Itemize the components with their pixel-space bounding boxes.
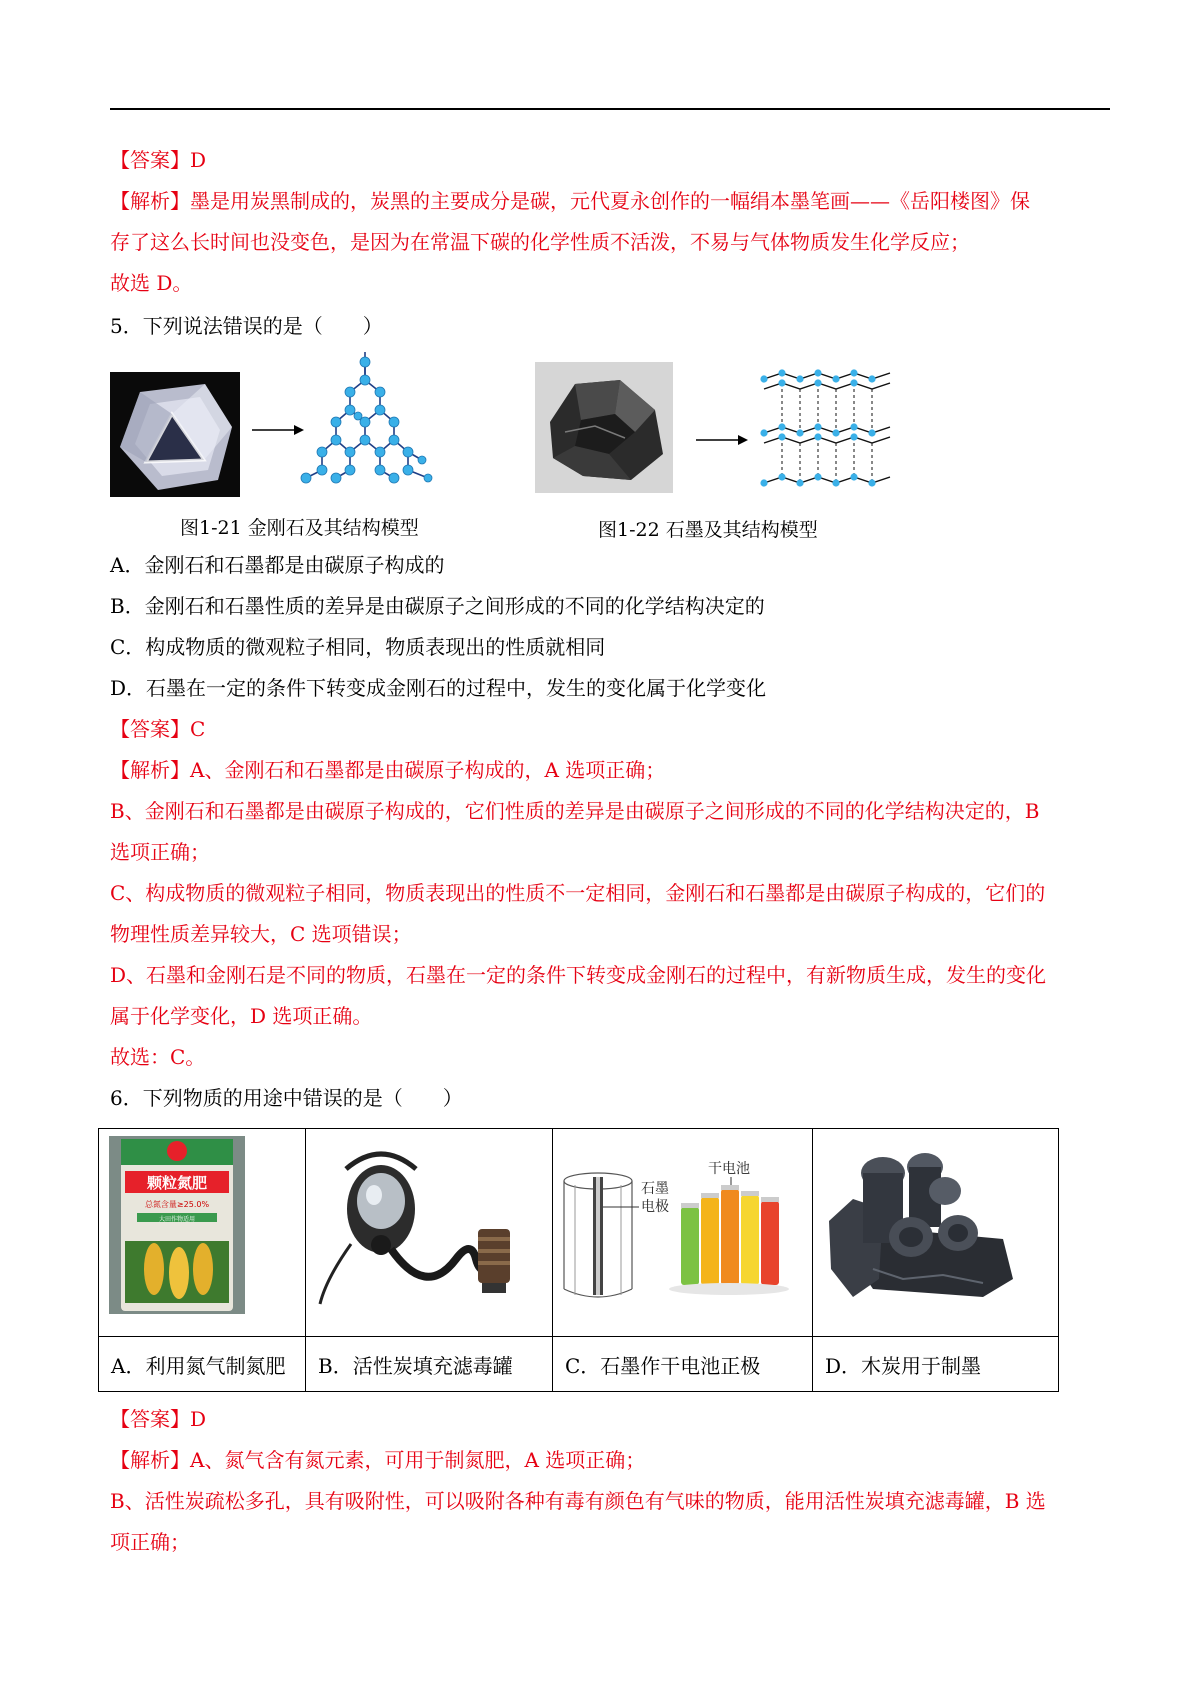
- fertilizer-bag-brand: 颗粒氮肥: [146, 1174, 208, 1192]
- q5-option-d: D．石墨在一定的条件下转变成金刚石的过程中，发生的变化属于化学变化: [110, 676, 767, 700]
- q5-stem: 5．下列说法错误的是（ ）: [110, 314, 383, 338]
- q6-option-c: C．石墨作干电池正极: [553, 1337, 813, 1392]
- q5-analysis-line-5: 物理性质差异较大，C 选项错误；: [110, 922, 412, 946]
- charcoal-cell: [813, 1129, 1059, 1337]
- fertilizer-bag-cell: [99, 1129, 306, 1337]
- graphite-photo: [535, 362, 673, 493]
- dry-cell-label: 干电池: [708, 1161, 750, 1177]
- q6-answer: 【答案】D: [110, 1407, 207, 1431]
- q5-conclusion: 故选：C。: [110, 1045, 206, 1069]
- fertilizer-bag-image: [99, 1129, 305, 1332]
- arrow-icon: [694, 430, 749, 450]
- fertilizer-bag-nitrogen-content: 总氮含量≥25.0%: [144, 1200, 210, 1209]
- q5-option-b: B．金刚石和石墨性质的差异是由碳原子之间形成的不同的化学结构决定的: [110, 594, 765, 618]
- q5-analysis-line-3: 选项正确；: [110, 840, 210, 864]
- diamond-structure-model: [292, 352, 452, 487]
- graphite-structure-model: [752, 365, 902, 500]
- charcoal-image: [813, 1129, 1058, 1332]
- graphite-electrode-label-2: 电极: [641, 1199, 669, 1215]
- q6-option-d: D．木炭用于制墨: [813, 1337, 1059, 1392]
- q6-options-table: [98, 1128, 1059, 1392]
- q5-option-c: C．构成物质的微观粒子相同，物质表现出的性质就相同: [110, 635, 606, 659]
- q6-analysis-line-2: B、活性炭疏松多孔，具有吸附性，可以吸附各种有毒有颜色有气味的物质，能用活性炭填充滤毒罐，B 选: [110, 1489, 1046, 1513]
- q6-option-a: A．利用氮气制氮肥: [99, 1337, 306, 1392]
- q4-conclusion: 故选 D。: [110, 271, 193, 295]
- graphite-electrode-label-1: 石墨: [641, 1181, 669, 1197]
- q6-option-b: B．活性炭填充滤毒罐: [306, 1337, 553, 1392]
- q5-answer: 【答案】C: [110, 717, 206, 741]
- q5-analysis-line-7: 属于化学变化，D 选项正确。: [110, 1004, 373, 1028]
- q6-analysis-line-1: 【解析】A、氮气含有氮元素，可用于制氮肥，A 选项正确；: [110, 1448, 646, 1472]
- diamond-photo: [110, 372, 240, 497]
- q4-analysis-line-1: 【解析】墨是用炭黑制成的，炭黑的主要成分是碳，元代夏永创作的一幅绢本墨笔画——《岳阳楼图》保: [110, 189, 1030, 213]
- q4-answer: 【答案】D: [110, 148, 207, 172]
- q5-analysis-line-1: 【解析】A、金刚石和石墨都是由碳原子构成的，A 选项正确；: [110, 758, 666, 782]
- dry-cell-battery-cell: [553, 1129, 813, 1337]
- header-rule: [110, 108, 1110, 110]
- fig-1-21-caption: 图1-21 金刚石及其结构模型: [180, 517, 419, 539]
- q5-analysis-line-4: C、构成物质的微观粒子相同，物质表现出的性质不一定相同，金刚石和石墨都是由碳原子构成的，它们的: [110, 881, 1046, 905]
- q6-label-row: [99, 1337, 1059, 1392]
- q4-analysis-line-2: 存了这么长时间也没变色，是因为在常温下碳的化学性质不活泼，不易与气体物质发生化学反应；: [110, 230, 970, 254]
- gas-mask-image: [306, 1129, 552, 1332]
- fertilizer-bag-usage: 大田作物适用: [158, 1216, 196, 1223]
- dry-cell-battery-image: [553, 1129, 812, 1332]
- q6-image-row: [99, 1129, 1059, 1337]
- gas-mask-cell: [306, 1129, 553, 1337]
- q5-analysis-line-6: D、石墨和金刚石是不同的物质，石墨在一定的条件下转变成金刚石的过程中，有新物质生成，发生的变化: [110, 963, 1047, 987]
- fig-1-22-caption: 图1-22 石墨及其结构模型: [598, 519, 818, 541]
- q5-analysis-line-2: B、金刚石和石墨都是由碳原子构成的，它们性质的差异是由碳原子之间形成的不同的化学结构决定的，B: [110, 799, 1040, 823]
- q5-option-a: A．金刚石和石墨都是由碳原子构成的: [110, 553, 445, 577]
- q6-stem: 6．下列物质的用途中错误的是（ ）: [110, 1086, 463, 1110]
- q6-analysis-line-3: 项正确；: [110, 1530, 190, 1554]
